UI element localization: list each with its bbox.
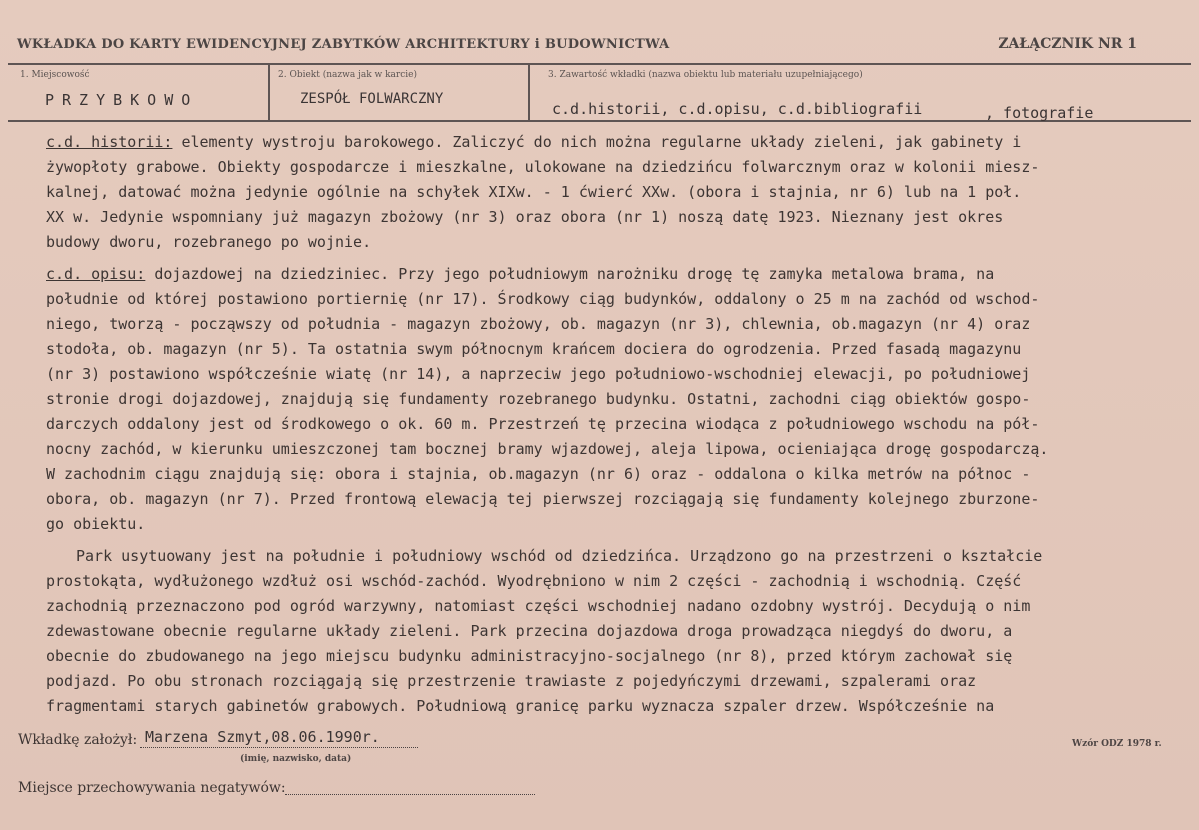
content-value-extra: , fotografie [985, 104, 1094, 122]
made-by-line [140, 747, 418, 748]
negatives-label: Miejsce przechowywania negatywów: [18, 780, 286, 796]
header-rule-top [8, 63, 1191, 65]
locality-caption: 1. Miejscowość [20, 70, 90, 80]
description-line: darczych oddalony jest od środkowego o ok. 60 m. Przestrzeń tę przecina wiodąca z południowego wschodu na pół- [46, 415, 1040, 433]
negatives-line [285, 794, 535, 795]
park-line: prostokąta, wydłużonego wzdłuż osi wschód-zachód. Wyodrębniono w nim 2 części - zachodnią i wschodnią. Część [46, 572, 1022, 590]
appendix-number: ZAŁĄCZNIK NR 1 [998, 36, 1137, 52]
form-title: WKŁADKA DO KARTY EWIDENCYJNEJ ZABYTKÓW ARCHITEKTURY i BUDOWNICTWA [17, 37, 670, 52]
description-line: W zachodnim ciągu znajdują się: obora i stajnia, ob.magazyn (nr 6) oraz - oddalona o kilka metrów na północ - [46, 465, 1031, 483]
description-label: c.d. opisu: [46, 265, 146, 283]
park-line: fragmentami starych gabinetów grabowych. Południową granicę parku wyznacza szpaler drzew. Współcześnie na [46, 697, 995, 715]
history-line: kalnej, datować można jedynie ogólnie na schyłek XIXw. - 1 ćwierć XXw. (obora i stajnia, nr 6) lub na 1 poł. [46, 183, 1022, 201]
object-caption: 2. Obiekt (nazwa jak w karcie) [278, 70, 417, 80]
made-by-hint: (imię, nazwisko, data) [240, 754, 352, 764]
description-line: (nr 3) postawiono współcześnie wiatę (nr 14), a naprzeciw jego południowo-wschodniej elewacji, po południowej [46, 365, 1031, 383]
locality-value: PRZYBKOWO [45, 91, 199, 109]
object-value: ZESPÓŁ FOLWARCZNY [300, 91, 444, 107]
description-line: stodoła, ob. magazyn (nr 5). Ta ostatnia swym północnym krańcem dociera do ogrodzenia. Przed fasadą magazynu [46, 340, 1022, 358]
history-line: żywopłoty grabowe. Obiekty gospodarcze i mieszkalne, ulokowane na dziedzińcu folwarcznym oraz w kolonii miesz- [46, 158, 1040, 176]
description-paragraph [46, 262, 1161, 287]
park-line: obecnie do zbudowanego na jego miejscu budynku administracyjno-socjalnego (nr 8), przed którym zachował się [46, 647, 1013, 665]
description-line: południe od której postawiono portiernię (nr 17). Środkowy ciąg budynków, oddalony o 25 m na zachód od wschod- [46, 290, 1040, 308]
park-line: Park usytuowany jest na południe i południowy wschód od dziedzińca. Urządzono go na przestrzeni o kształcie [76, 547, 1043, 565]
history-paragraph [46, 130, 1161, 155]
history-line: budowy dworu, rozebranego po wojnie. [46, 233, 372, 251]
park-paragraph [46, 544, 1161, 569]
description-line: go obiektu. [46, 515, 146, 533]
form-code: Wzór ODZ 1978 r. [1072, 739, 1162, 749]
history-label: c.d. historii: [46, 133, 173, 151]
park-line: zdewastowane obecnie regularne układy zieleni. Park przecina dojazdowa droga prowadząca niegdyś do dworu, a [46, 622, 1013, 640]
header-divider-1 [268, 63, 270, 121]
description-line: nocny zachód, w kierunku umieszczonej tam bocznej bramy wjazdowej, aleja lipowa, ocieniająca drogę gospodarczą. [46, 440, 1049, 458]
description-line: obora, ob. magazyn (nr 7). Przed frontową elewacją tej pierwszej rozciągają się fundamenty kolejnego zburzone- [46, 490, 1040, 508]
history-line: elementy wystroju barokowego. Zaliczyć do nich można regularne układy zieleni, jak gabinety i [172, 133, 1022, 151]
park-line: zachodnią przeznaczono pod ogród warzywny, natomiast części wschodniej nadano ozdobny wystrój. Decydują o nim [46, 597, 1031, 615]
description-line: stronie drogi dojazdowej, znajdują się fundamenty rozebranego budynku. Ostatni, zachodni ciąg obiektów gospo- [46, 390, 1031, 408]
content-value: c.d.historii, c.d.opisu, c.d.bibliografii [552, 100, 923, 118]
description-line: niego, tworzą - począwszy od południa - magazyn zbożowy, ob. magazyn (nr 3), chlewnia, ob.magazyn (nr 4) oraz [46, 315, 1031, 333]
history-line: XX w. Jedynie wspomniany już magazyn zbożowy (nr 3) oraz obora (nr 1) noszą datę 1923. Nieznany jest okres [46, 208, 1004, 226]
description-line: dojazdowej na dziedziniec. Przy jego południowym narożniku drogę tę zamyka metalowa brama, na [145, 265, 995, 283]
park-line: podjazd. Po obu stronach rozciągają się przestrzenie trawiaste z pojedyńczymi drzewami, szpalerami oraz [46, 672, 977, 690]
body-text [46, 130, 1161, 719]
made-by-value: Marzena Szmyt,08.06.1990r. [145, 728, 380, 746]
header-divider-2 [528, 63, 530, 121]
content-caption: 3. Zawartość wkładki (nazwa obiektu lub materiału uzupełniającego) [548, 70, 863, 80]
made-by-label: Wkładkę założył: [18, 732, 138, 748]
